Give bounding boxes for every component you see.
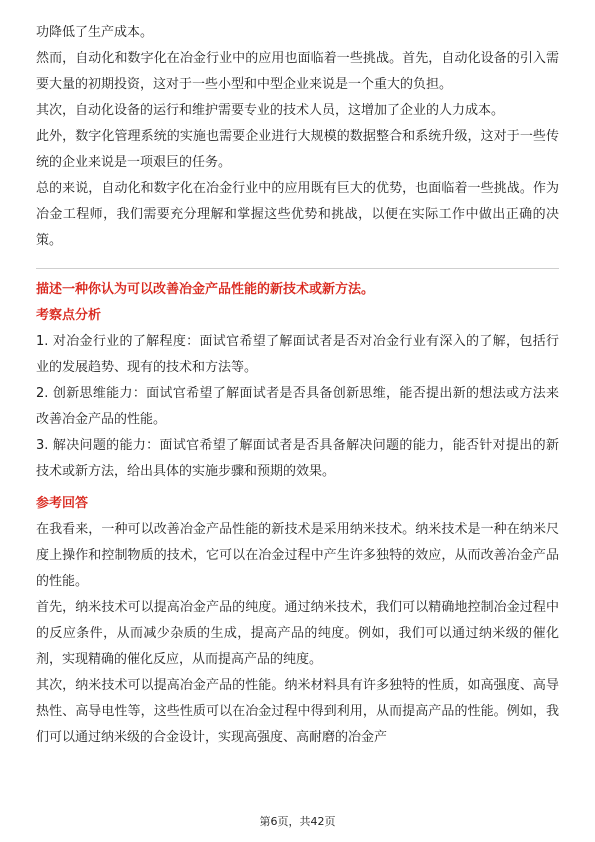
intro-paragraph-4: 此外，数字化管理系统的实施也需要企业进行大规模的数据整合和系统升级，这对于一些传统的企业来说是一项艰巨的任务。: [36, 129, 559, 170]
intro-paragraph-2: 然而，自动化和数字化在冶金行业中的应用也面临着一些挑战。首先，自动化设备的引入需要大量的初期投资，这对于一些小型和中型企业来说是一个重大的负担。: [36, 51, 559, 92]
intro-paragraph-5: 总的来说，自动化和数字化在冶金行业中的应用既有巨大的优势，也面临着一些挑战。作为冶金工程师，我们需要充分理解和掌握这些优势和挑战，以便在实际工作中做出正确的决策。: [36, 181, 559, 248]
section-divider: [36, 268, 559, 269]
document-body: [36, 20, 559, 751]
answer-paragraph-1: 在我看来，一种可以改善冶金产品性能的新技术是采用纳米技术。纳米技术是一种在纳米尺度上操作和控制物质的技术，它可以在冶金过程中产生许多独特的效应，从而改善冶金产品的性能。: [36, 522, 559, 589]
answer-paragraph-2: 首先，纳米技术可以提高冶金产品的纯度。通过纳米技术，我们可以精确地控制冶金过程中的反应条件，从而减少杂质的生成，提高产品的纯度。例如，我们可以通过纳米级的催化剂，实现精确的催化反应，从而提高产品的纯度。: [36, 600, 559, 667]
answer-title: 参考回答: [36, 496, 89, 511]
page-number-footer: 第6页，共42页: [259, 815, 336, 828]
intro-paragraph-3: 其次，自动化设备的运行和维护需要专业的技术人员，这增加了企业的人力成本。: [36, 103, 505, 118]
analysis-item-2: 2. 创新思维能力：面试官希望了解面试者是否具备创新思维，能否提出新的想法或方法来改善冶金产品的性能。: [36, 386, 559, 427]
analysis-item-1: 1. 对冶金行业的了解程度：面试官希望了解面试者是否对冶金行业有深入的了解，包括行业的发展趋势、现有的技术和方法等。: [36, 334, 559, 375]
intro-paragraph-1: 功降低了生产成本。: [36, 25, 154, 40]
answer-paragraph-3: 其次，纳米技术可以提高冶金产品的性能。纳米材料具有许多独特的性质，如高强度、高导热性、高导电性等，这些性质可以在冶金过程中得到利用，从而提高产品的性能。例如，我们可以通过纳米级的合金设计，实现高强度、高耐磨的冶金产: [36, 678, 559, 745]
question-heading: 描述一种你认为可以改善冶金产品性能的新技术或新方法。: [36, 282, 375, 297]
analysis-title: 考察点分析: [36, 308, 102, 323]
analysis-item-3: 3. 解决问题的能力：面试官希望了解面试者是否具备解决问题的能力，能否针对提出的新技术或新方法，给出具体的实施步骤和预期的效果。: [36, 438, 559, 479]
